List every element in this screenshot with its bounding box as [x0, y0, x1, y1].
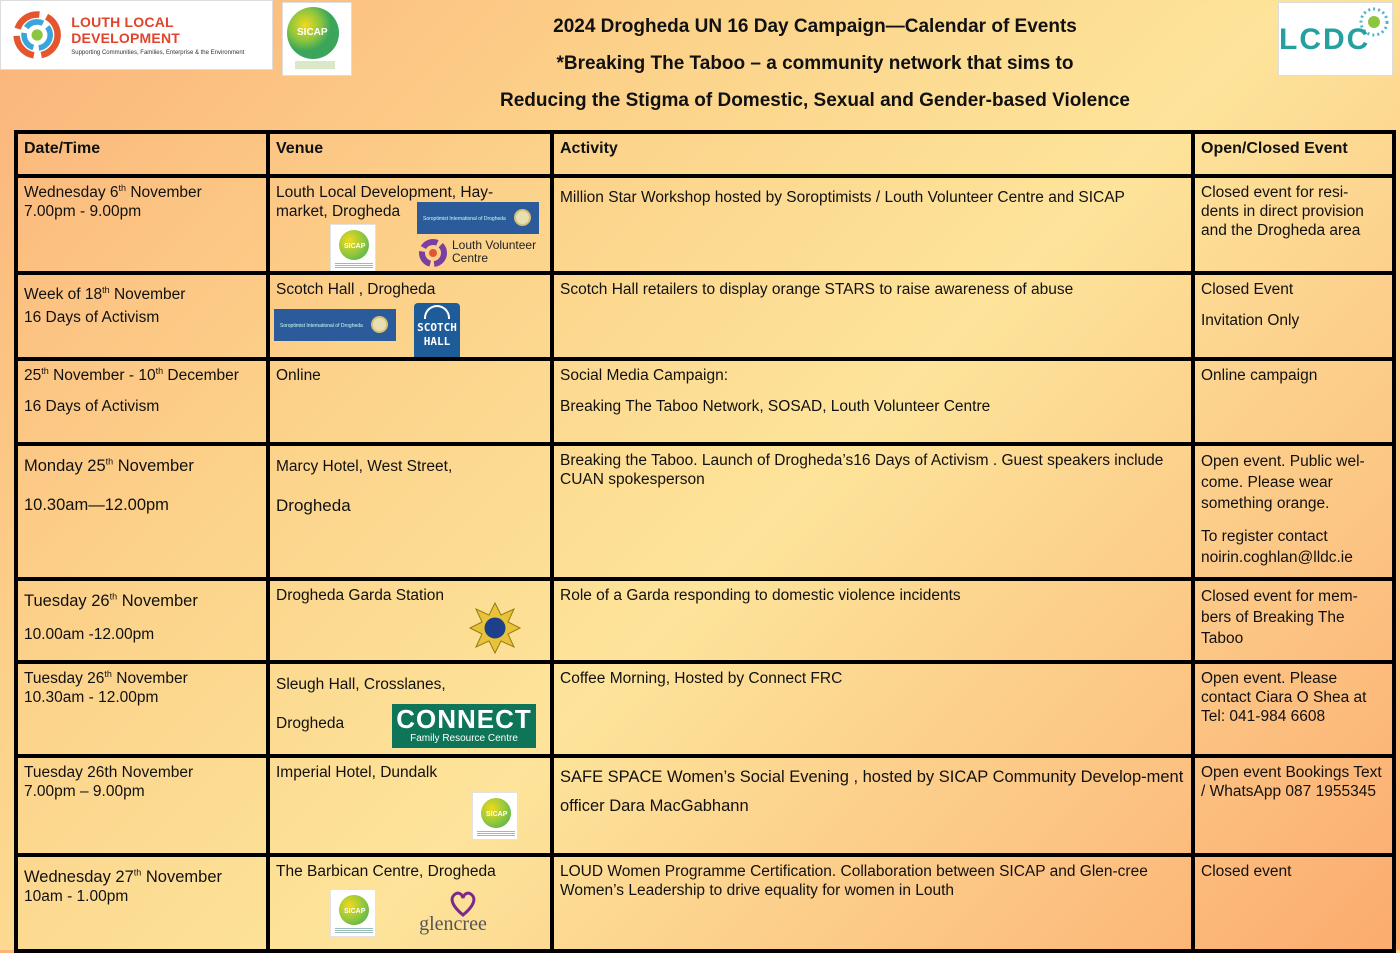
soroptimist-seal-icon: [514, 209, 531, 226]
date-cell: Monday 25th November 10.30am—12.00pm: [16, 444, 268, 579]
time: 16 Days of Activism: [24, 309, 160, 326]
activity-cell: SAFE SPACE Women’s Social Evening , hosted by SICAP Community Develop-ment officer Dara MacGabhann: [552, 756, 1193, 855]
time: 10am - 1.00pm: [24, 888, 129, 905]
activity-cell: Coffee Morning, Hosted by Connect FRC: [552, 662, 1193, 756]
venue-cell: Sleugh Hall, Crosslanes, Drogheda CONNECT Family Resource Centre: [268, 662, 552, 756]
status-cell: Open event Bookings Text / WhatsApp 087 1955345: [1193, 756, 1394, 855]
column-header-status: Open/Closed Event: [1193, 132, 1394, 176]
time: 7.00pm – 9.00pm: [24, 783, 145, 800]
sicap-logo: SICAP: [330, 224, 376, 272]
venue-cell: Marcy Hotel, West Street, Drogheda: [268, 444, 552, 579]
venue-cell: Online: [268, 359, 552, 444]
time: 10.30am - 12.00pm: [24, 689, 159, 706]
date-cell: Wednesday 6th November 7.00pm - 9.00pm: [16, 176, 268, 273]
table-row: [16, 662, 1394, 756]
lcdc-logo: [1278, 2, 1393, 76]
scotch-hall-logo: SCOTCH HALL: [414, 303, 460, 359]
louth-local-development-logo: [0, 0, 273, 70]
activity-cell: Scotch Hall retailers to display orange STARS to raise awareness of abuse: [552, 273, 1193, 359]
page-title: [360, 8, 1270, 119]
sicap-logo-text: SICAP: [297, 27, 328, 38]
activity-cell: Breaking the Taboo. Launch of Drogheda’s16 Days of Activism . Guest speakers include CUAN spokesperson: [552, 444, 1193, 579]
status-cell: Online campaign: [1193, 359, 1394, 444]
table-row: [16, 756, 1394, 855]
table-row: [16, 579, 1394, 662]
venue-cell: Drogheda Garda Station: [268, 579, 552, 662]
table-row: [16, 273, 1394, 359]
status-cell: Closed Event Invitation Only: [1193, 273, 1394, 359]
table-row: [16, 444, 1394, 579]
lvc-swirl-icon: [418, 238, 448, 268]
table-header-row: [16, 132, 1394, 176]
column-header-date: Date/Time: [16, 132, 268, 176]
date-cell: Wednesday 27th November 10am - 1.00pm: [16, 855, 268, 951]
connect-frc-logo: CONNECT Family Resource Centre: [392, 704, 536, 748]
status-cell: Closed event for resi-dents in direct provision and the Drogheda area: [1193, 176, 1394, 273]
garda-badge-icon: [468, 601, 522, 655]
column-header-venue: Venue: [268, 132, 552, 176]
date-cell: Tuesday 26th November 7.00pm – 9.00pm: [16, 756, 268, 855]
status-cell: Closed event for mem-bers of Breaking The Taboo: [1193, 579, 1394, 662]
activity-cell: LOUD Women Programme Certification. Collaboration between SICAP and Glen-cree Women’s Leadership to drive equality for women in Louth: [552, 855, 1193, 951]
soroptimist-logo: Soroptimist International of Drogheda: [417, 202, 539, 234]
venue-cell: [268, 176, 552, 273]
soroptimist-logo: Soroptimist International of Drogheda: [274, 309, 396, 341]
soroptimist-seal-icon: [371, 316, 388, 333]
activity-cell: Million Star Workshop hosted by Soroptimists / Louth Volunteer Centre and SICAP: [552, 176, 1193, 273]
sicap-logo: SICAP: [472, 792, 518, 840]
louth-volunteer-centre-logo: Louth Volunteer Centre: [418, 238, 540, 270]
date-cell: Tuesday 26th November 10.30am - 12.00pm: [16, 662, 268, 756]
venue-cell: Imperial Hotel, Dundalk SICAP: [268, 756, 552, 855]
events-calendar-table: [14, 130, 1396, 953]
sicap-circle-icon: [283, 3, 351, 73]
lld-swirl-icon: [11, 7, 63, 63]
sicap-header-logo: [282, 2, 352, 76]
time: 10.30am—12.00pm: [24, 496, 169, 514]
date-cell: Tuesday 26th November 10.00am -12.00pm: [16, 579, 268, 662]
status-cell: Closed event: [1193, 855, 1394, 951]
column-header-activity: Activity: [552, 132, 1193, 176]
activity-cell: Social Media Campaign: Breaking The Taboo Network, SOSAD, Louth Volunteer Centre: [552, 359, 1193, 444]
table-row: [16, 855, 1394, 951]
title-line-1: 2024 Drogheda UN 16 Day Campaign—Calendar of Events: [553, 16, 1077, 37]
title-line-2: *Breaking The Taboo – a community network that sims to: [556, 53, 1074, 74]
lcdc-logo-text: LCDC: [1279, 23, 1371, 56]
status-cell: Open event. Please contact Ciara O Shea at Tel: 041-984 6608: [1193, 662, 1394, 756]
time: 7.00pm - 9.00pm: [24, 203, 142, 220]
lld-logo-name: LOUTH LOCAL DEVELOPMENT: [71, 14, 181, 46]
date-cell: Week of 18th November 16 Days of Activism: [16, 273, 268, 359]
glencree-logo: glencree: [408, 889, 498, 941]
activity-cell: Role of a Garda responding to domestic violence incidents: [552, 579, 1193, 662]
status-cell: Open event. Public wel-come. Please wear something orange. To register contact noirin.coghlan@lldc.ie: [1193, 444, 1394, 579]
title-line-3: Reducing the Stigma of Domestic, Sexual and Gender-based Violence: [500, 90, 1130, 111]
lld-logo-tagline: Supporting Communities, Families, Enterprise & the Environment: [71, 50, 245, 56]
sicap-logo: SICAP: [330, 889, 376, 937]
time: 16 Days of Activism: [24, 398, 160, 415]
venue-text: Louth Local Development, Hay-market, Drogheda: [276, 184, 494, 220]
table-row: [16, 176, 1394, 273]
venue-cell: Scotch Hall , Drogheda Soroptimist International of Drogheda SCOTCH HALL: [268, 273, 552, 359]
table-row: [16, 359, 1394, 444]
venue-cell: The Barbican Centre, Drogheda SICAP glencree: [268, 855, 552, 951]
date-cell: 25th November - 10th December 16 Days of Activism: [16, 359, 268, 444]
time: 10.00am -12.00pm: [24, 626, 155, 643]
